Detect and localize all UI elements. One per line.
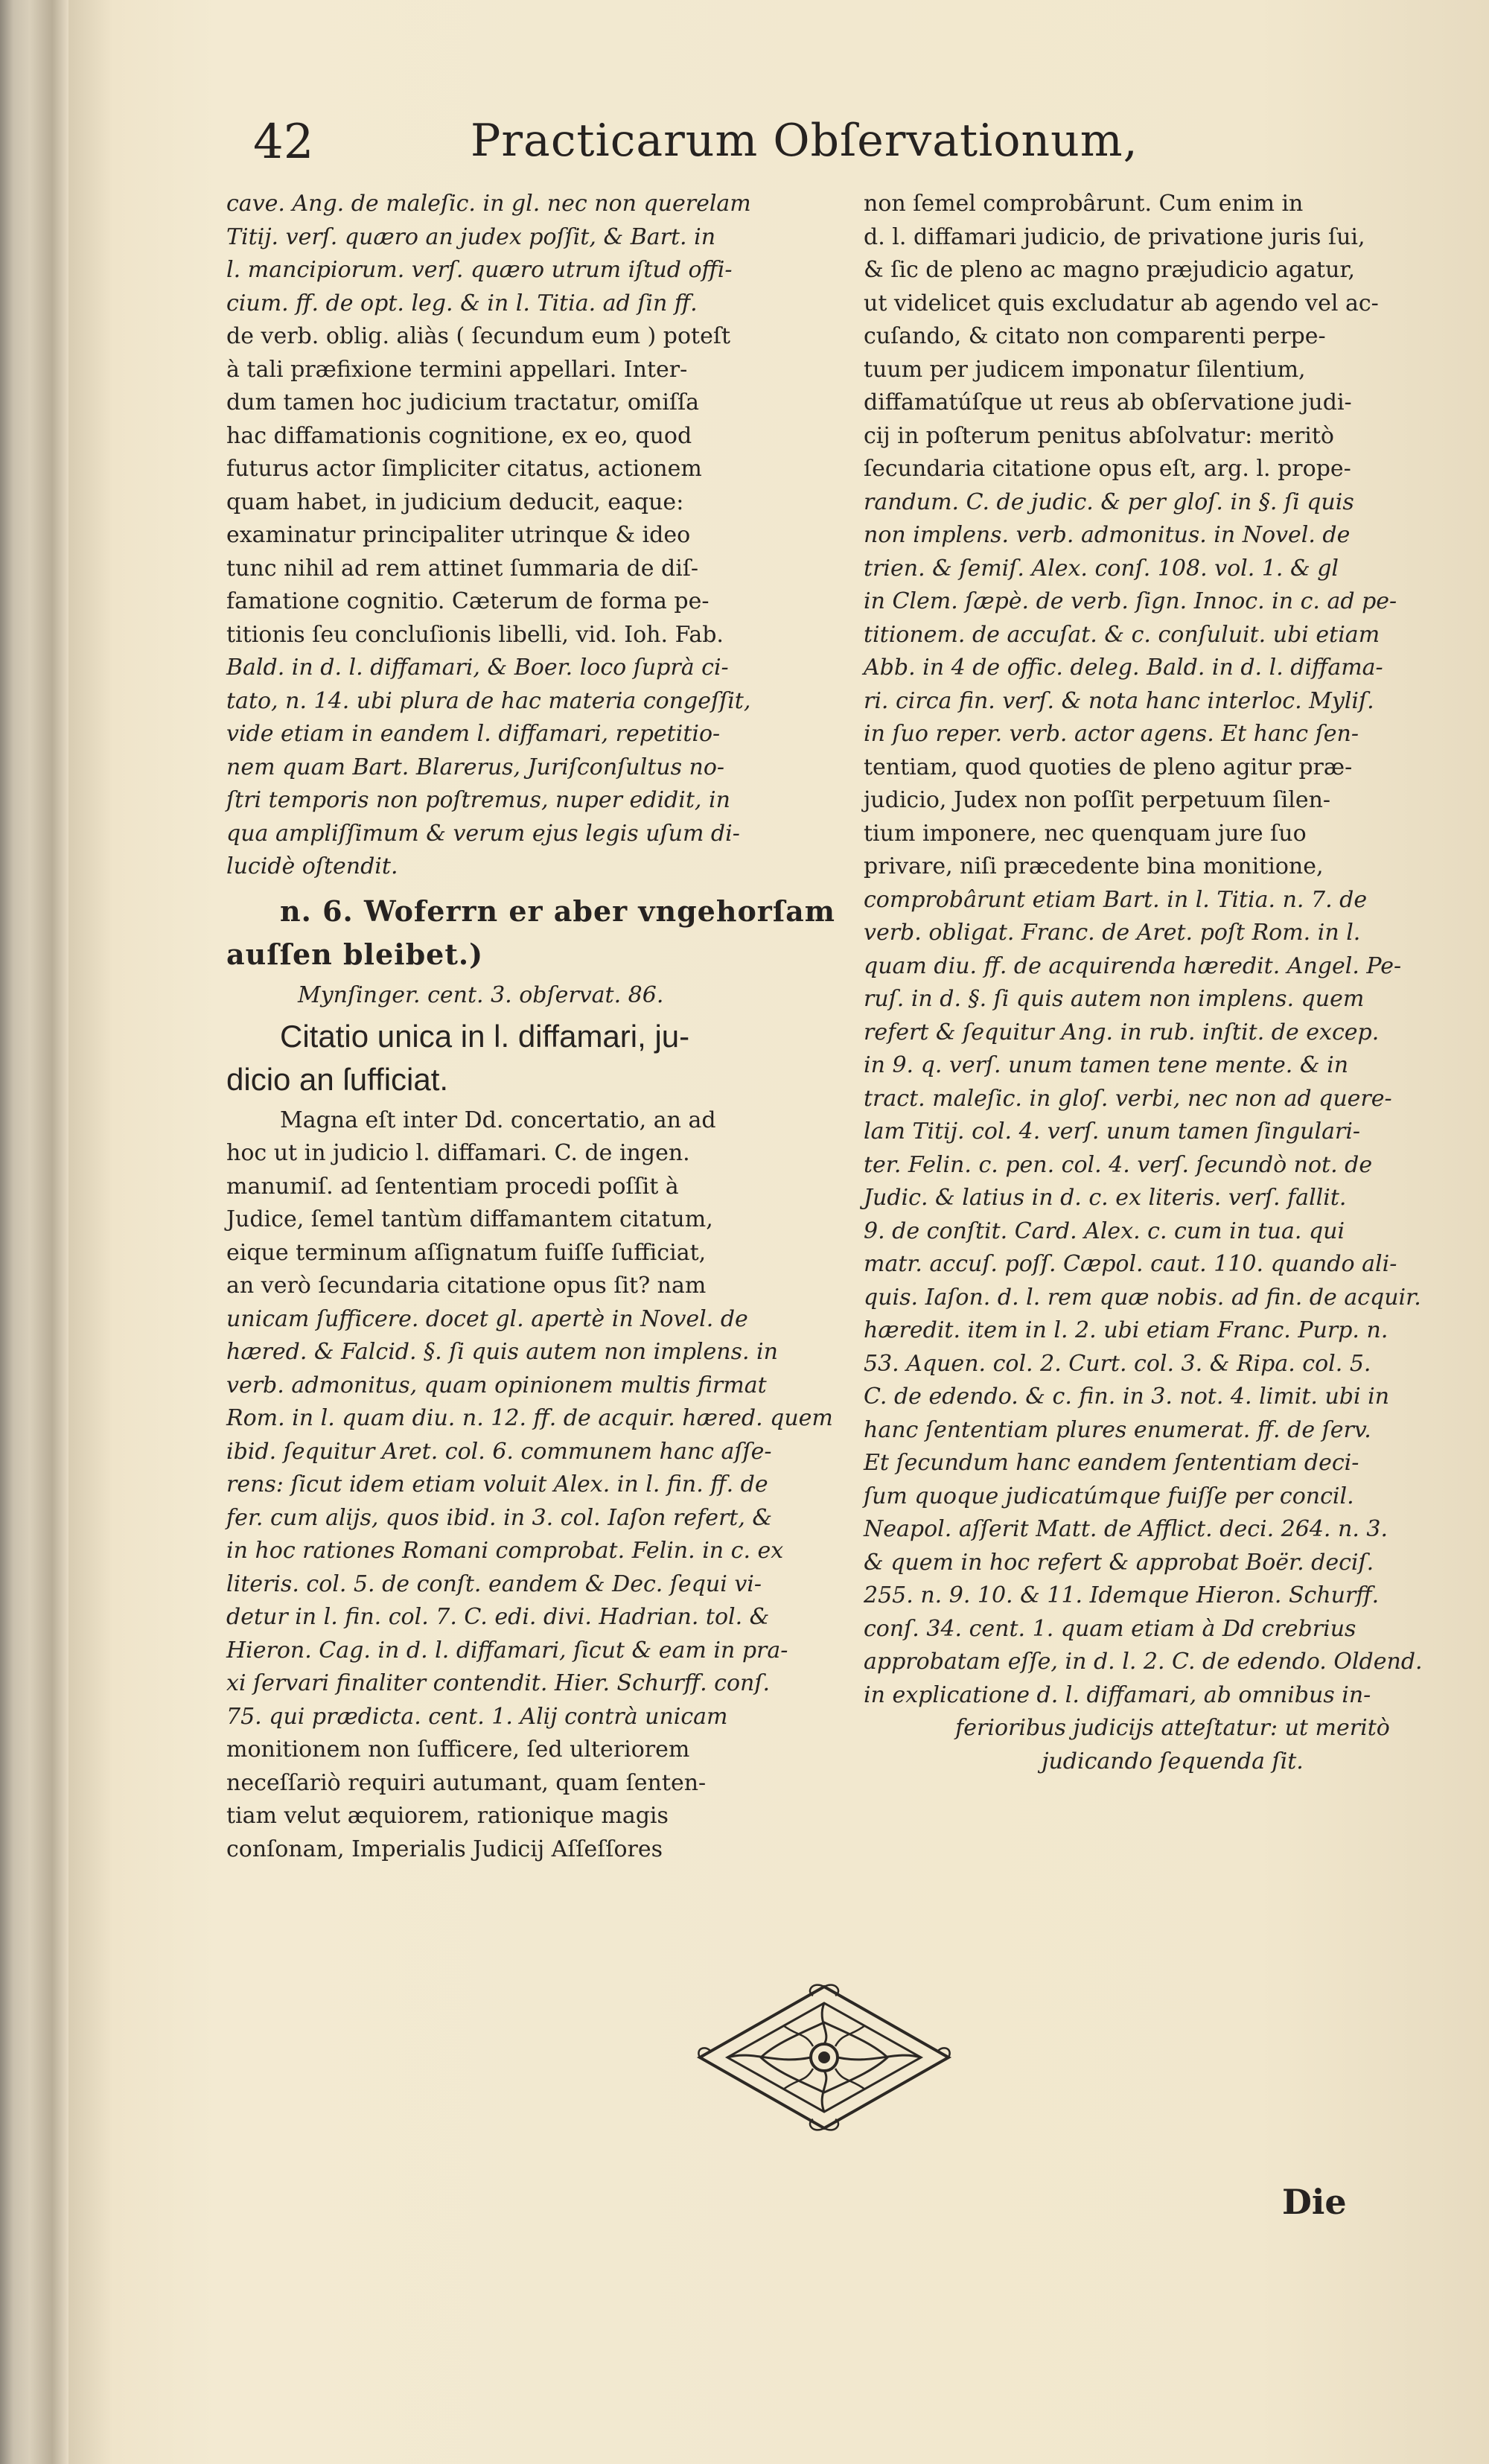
catchword: Die (1282, 2182, 1347, 2222)
text-line: & ſic de pleno ac magno præjudicio agatur, (864, 257, 1356, 283)
right-column (864, 188, 1482, 1778)
text-line: tato, n. 14. ubi plura de hac materia congeſſit, (226, 687, 751, 714)
text-line: Bald. in d. l. diffamari, & Boer. loco ſuprà ci- (226, 655, 729, 681)
text-line: conſonam, Imperialis Judicij Aſſeſſores (226, 1836, 663, 1862)
text-line: qua ampliſſimum & verum ejus legis uſum di- (226, 820, 740, 847)
text-line: hac diffamationis cognitione, ex eo, quod (226, 422, 692, 449)
blackletter-heading-line: auſſen bleibet.) (226, 937, 484, 971)
page-header (68, 112, 1489, 171)
text-line: ſtri temporis non poſtremus, nuper edidit, in (226, 787, 730, 813)
text-line: Magna eſt inter Dd. concertatio, an ad (280, 1107, 716, 1133)
text-line: in hoc rationes Romani comprobat. Felin. in c. ex (226, 1538, 784, 1564)
text-line: tentiam, quod quoties de pleno agitur præ- (864, 754, 1353, 780)
text-line: refert & ſequitur Ang. in rub. inſtit. de excep. (864, 1019, 1380, 1045)
text-line: l. mancipiorum. verſ. quæro utrum iſtud offi- (226, 257, 733, 283)
text-line: C. de edendo. & c. fin. in 3. not. 4. limit. ubi in (864, 1384, 1390, 1410)
text-line: Abb. in 4 de offic. deleg. Bald. in d. l. diffama- (864, 655, 1383, 681)
text-line: trien. & ſemiſ. Alex. conſ. 108. vol. 1. & gl (864, 555, 1339, 582)
text-line: 9. de conſtit. Card. Alex. c. cum in tua. qui (864, 1217, 1345, 1244)
left-column-body (226, 1104, 881, 1867)
text-line: tuum per judicem imponatur ſilentium, (864, 356, 1306, 383)
text-line: fer. cum alijs, quos ibid. in 3. col. Iaſon refert, & (226, 1504, 773, 1531)
text-line: literis. col. 5. de conſt. eandem & Dec. ſequi vi- (226, 1570, 762, 1597)
text-line: hæred. & Falcid. §. ſi quis autem non implens. in (226, 1339, 778, 1365)
text-line: famatione cognitio. Cæterum de forma pe- (226, 588, 710, 614)
text-line: ut videlicet quis excludatur ab agendo vel ac- (864, 290, 1379, 316)
text-line: rens: ſicut idem etiam voluit Alex. in l. fin. ff. de (226, 1471, 768, 1497)
text-line: cave. Ang. de maleſic. in gl. nec non querelam (226, 191, 751, 217)
text-line: titionis ſeu concluſionis libelli, vid. Ioh. Fab. (226, 621, 724, 648)
text-line: cuſando, & citato non comparenti perpe- (864, 323, 1326, 349)
text-line: judicio, Judex non poſſit perpetuum ſilen- (864, 787, 1331, 813)
text-line: futurus actor ſimpliciter citatus, actionem (226, 456, 702, 482)
text-line: Et ſecundum hanc eandem ſententiam deci- (864, 1450, 1359, 1476)
running-title: Practicarum Obſervationum, (471, 115, 1138, 167)
text-line: matr. accuſ. poſſ. Cæpol. caut. 110. quando ali- (864, 1251, 1397, 1277)
text-line: quam habet, in judicium deducit, eaque: (226, 488, 684, 515)
text-line: quis. Iaſon. d. l. rem quæ nobis. ad fin. de acquir. (864, 1284, 1421, 1311)
text-line: in ſuo reper. verb. actor agens. Et hanc ſen- (864, 721, 1359, 747)
text-line: diffamatúſque ut reus ab obſervatione judi- (864, 389, 1352, 416)
text-line: ruſ. in d. §. ſi quis autem non implens. quem (864, 986, 1365, 1012)
text-line: randum. C. de judic. & per gloſ. in §. ſi quis (864, 488, 1354, 515)
text-line: tunc nihil ad rem attinet ſummaria de diſ- (226, 555, 699, 582)
text-line: ter. Felin. c. pen. col. 4. verſ. ſecundò not. de (864, 1151, 1373, 1178)
left-column (226, 188, 881, 1866)
text-line: de verb. oblig. aliàs ( ſecundum eum ) poteſt (226, 323, 731, 349)
text-line: hæredit. item in l. 2. ubi etiam Franc. Purp. n. (864, 1317, 1388, 1343)
text-line: detur in l. fin. col. 7. C. edi. divi. Hadrian. tol. & (226, 1604, 770, 1630)
text-line: in explicatione d. l. diffamari, ab omnibus in- (864, 1681, 1371, 1708)
text-line: à tali præfixione termini appellari. Inter- (226, 356, 688, 383)
text-line: Hieron. Cag. in d. l. diffamari, ſicut & eam in pra- (226, 1637, 788, 1664)
text-line: in 9. q. verſ. unum tamen tene mente. & in (864, 1052, 1349, 1078)
text-line: an verò ſecundaria citatione opus ſit? nam (226, 1273, 707, 1299)
text-line: ibid. ſequitur Aret. col. 6. communem hanc aſſe- (226, 1438, 772, 1465)
text-line: tium imponere, nec quenquam jure ſuo (864, 820, 1307, 847)
text-line: titionem. de accuſat. & c. conſuluit. ubi etiam (864, 621, 1380, 648)
page-number: 42 (253, 115, 314, 170)
section-heading-line: Citatio unica in l. diffamari, ju- (280, 1018, 690, 1054)
text-line: tiam velut æquiorem, rationique magis (226, 1803, 669, 1829)
text-line: Titij. verſ. quæro an judex poſſit, & Bart. in (226, 223, 716, 250)
blackletter-heading (226, 890, 881, 976)
blackletter-heading-line: n. 6. Woferrn er aber vngehorſam (280, 894, 836, 928)
section-heading (226, 1015, 881, 1101)
text-line: 75. qui prædicta. cent. 1. Alij contrà unicam (226, 1703, 728, 1730)
text-line: xi ſervari finaliter contendit. Hier. Schurff. conſ. (226, 1670, 771, 1696)
text-line: hanc ſententiam plures enumerat. ff. de ſerv. (864, 1416, 1371, 1443)
text-line: quam diu. ff. de acquirenda hæredit. Angel. Pe- (864, 952, 1402, 979)
text-line: examinatur principaliter utrinque & ideo (226, 522, 691, 548)
text-line: nem quam Bart. Blarerus, Juriſconſultus no- (226, 754, 725, 780)
text-line: hoc ut in judicio l. diffamari. C. de ingen. (226, 1140, 690, 1166)
book-fore-edge (0, 0, 68, 2464)
text-line: unicam ſufficere. docet gl. apertè in Novel. de (226, 1305, 748, 1332)
printers-ornament-icon (694, 1981, 954, 2134)
text-line: conſ. 34. cent. 1. quam etiam à Dd crebrius (864, 1615, 1356, 1642)
text-line: ſecundaria citatione opus eſt, arg. l. prope- (864, 456, 1351, 482)
text-line: privare, niſi præcedente bina monitione, (864, 853, 1324, 879)
text-line: dum tamen hoc judicium tractatur, omiſſa (226, 389, 700, 416)
text-line: lam Titij. col. 4. verſ. unum tamen ſingulari- (864, 1118, 1361, 1145)
section-heading-line: dicio an ſufficiat. (226, 1061, 449, 1097)
text-line: cij in poſterum penitus abſolvatur: meritò (864, 422, 1334, 449)
reference-line: Mynſinger. cent. 3. obſervat. 86. (298, 981, 664, 1008)
text-line: verb. admonitus, quam opinionem multis firmat (226, 1372, 767, 1398)
book-page (68, 0, 1489, 2464)
text-line: verb. obligat. Franc. de Aret. poſt Rom. in l. (864, 920, 1361, 946)
text-line: ferioribus judicijs atteſtatur: ut meritò (955, 1715, 1390, 1741)
text-line: comprobârunt etiam Bart. in l. Titia. n. 7. de (864, 886, 1368, 913)
text-line: lucidè oſtendit. (226, 853, 398, 879)
text-line: neceſſariò requiri autumant, quam ſenten- (226, 1769, 707, 1796)
text-line: monitionem non ſufficere, ſed ulteriorem (226, 1736, 690, 1763)
text-line: tract. maleſic. in gloſ. verbi, nec non ad quere- (864, 1085, 1392, 1112)
text-line: Judic. & latius in d. c. ex literis. verſ. fallit. (864, 1185, 1347, 1211)
text-line: non ſemel comprobârunt. Cum enim in (864, 191, 1304, 217)
text-line: d. l. diffamari judicio, de privatione juris ſui, (864, 223, 1365, 250)
text-line: ſum quoque judicatúmque fuiſſe per concil. (864, 1483, 1354, 1509)
text-line: & quem in hoc refert & approbat Boër. deciſ. (864, 1549, 1374, 1576)
text-line: Neapol. aſſerit Matt. de Afflict. deci. 264. n. 3. (864, 1516, 1388, 1542)
text-line: non implens. verb. admonitus. in Novel. de (864, 522, 1351, 548)
text-line: Judice, ſemel tantùm diffamantem citatum, (226, 1206, 713, 1232)
text-line: manumiſ. ad ſententiam procedi poſſit à (226, 1173, 679, 1200)
text-line: in Clem. ſæpè. de verb. ſign. Innoc. in c. ad pe- (864, 588, 1397, 614)
text-line: vide etiam in eandem l. diffamari, repetitio- (226, 721, 721, 747)
text-line: approbatam eſſe, in d. l. 2. C. de edendo. Oldend. (864, 1649, 1423, 1675)
text-line: Rom. in l. quam diu. n. 12. ff. de acquir. hæred. quem (226, 1405, 833, 1431)
text-line: cium. ff. de opt. leg. & in l. Titia. ad ſin ff. (226, 290, 698, 316)
text-line: ri. circa fin. verſ. & nota hanc interloc. Myliſ. (864, 687, 1374, 714)
text-line: judicando ſequenda ſit. (1042, 1748, 1304, 1774)
left-column-opening-text (226, 188, 881, 884)
text-line: 53. Aquen. col. 2. Curt. col. 3. & Ripa. col. 5. (864, 1350, 1371, 1377)
text-line: 255. n. 9. 10. & 11. Idemque Hieron. Schurff. (864, 1582, 1380, 1608)
text-line: eique terminum aſſignatum fuiſſe ſufficiat, (226, 1239, 707, 1266)
